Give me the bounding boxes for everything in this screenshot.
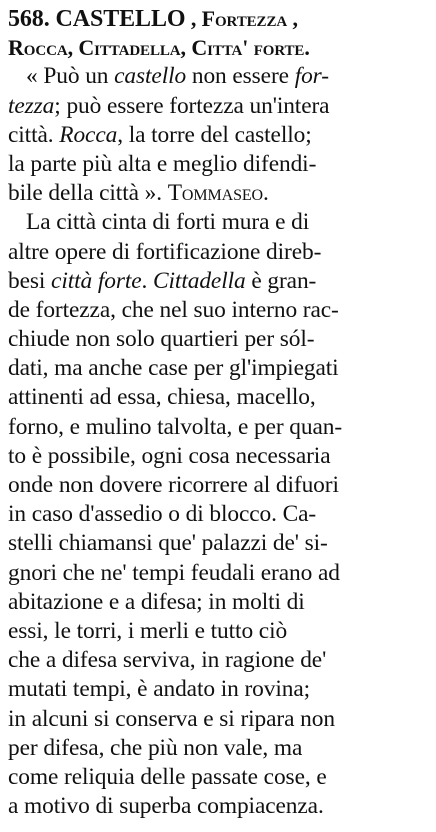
text-run: forno, e mulino talvolta, e per quan- xyxy=(8,413,343,440)
text-run: Cittadella xyxy=(78,35,181,61)
text-line xyxy=(8,442,428,471)
text-line xyxy=(8,413,428,442)
text-line xyxy=(8,267,428,296)
text-line xyxy=(8,471,428,500)
text-line xyxy=(8,296,428,325)
text-run: onde non dovere ricorrere al difuori xyxy=(8,472,339,498)
text-run: altre opere di fortificazione direb- xyxy=(8,238,322,265)
text-line xyxy=(8,150,428,179)
entry-heading xyxy=(8,4,428,62)
text-run: come reliquia delle passate cose, e xyxy=(8,763,327,790)
text-run: che a difesa serviva, in ragione de' xyxy=(8,647,327,674)
text-run: gnori che ne' tempi feudali erano ad xyxy=(8,559,340,586)
entry-body xyxy=(8,62,428,821)
text-line xyxy=(8,763,428,792)
text-run: Fortezza xyxy=(201,6,288,31)
text-run: castello xyxy=(114,63,187,90)
text-run: mutati tempi, è andato in rovina; xyxy=(8,676,311,703)
text-run: 568. xyxy=(8,6,56,32)
text-run: for- xyxy=(294,63,329,90)
text-run: . xyxy=(304,35,310,61)
text-line xyxy=(8,208,428,237)
text-run: città forte xyxy=(51,267,142,294)
text-line xyxy=(8,705,428,734)
text-run: non essere xyxy=(186,63,295,90)
text-run: , la torre del castello; xyxy=(117,121,312,148)
text-run: in alcuni si conserva e si ripara non xyxy=(8,705,335,732)
text-line xyxy=(8,325,428,354)
text-run: è gran- xyxy=(245,267,317,294)
text-line xyxy=(8,559,428,588)
text-run: chiude non solo quartieri per sól- xyxy=(8,326,315,353)
text-run: per difesa, che più non vale, ma xyxy=(8,734,303,761)
text-run: de fortezza, che nel suo interno rac- xyxy=(8,296,339,323)
text-run: « Può un xyxy=(26,63,115,90)
heading-line xyxy=(8,33,428,62)
text-line xyxy=(8,179,428,208)
text-line xyxy=(8,121,428,150)
text-run: in caso d'assedio o di blocco. Ca- xyxy=(8,501,317,528)
text-run: Citta' forte xyxy=(191,35,305,61)
text-run: abitazione e a difesa; in molti di xyxy=(8,588,305,615)
text-line xyxy=(8,354,428,383)
text-run: La città cinta di forti mura e di xyxy=(26,209,310,236)
text-line xyxy=(8,734,428,763)
text-run: , xyxy=(185,6,202,31)
text-run: , xyxy=(67,35,79,61)
text-run: ; può essere fortezza un'intera xyxy=(54,92,330,119)
text-line xyxy=(8,529,428,558)
text-line xyxy=(8,646,428,675)
text-run: Tommaseo xyxy=(167,180,264,207)
text-run: , xyxy=(180,35,192,61)
text-line xyxy=(8,675,428,704)
text-line xyxy=(8,792,428,821)
text-line xyxy=(8,383,428,412)
text-run: to è possibile, ogni cosa necessaria xyxy=(8,442,331,469)
dictionary-page xyxy=(8,4,428,821)
text-line xyxy=(8,238,428,267)
text-run: città. xyxy=(8,121,60,148)
text-line xyxy=(8,500,428,529)
text-run: . xyxy=(263,180,269,207)
text-run: bile della città ». xyxy=(8,180,168,207)
text-run: . xyxy=(141,267,154,294)
text-run: stelli chiamansi que' palazzi de' si- xyxy=(8,530,328,557)
text-run: , xyxy=(287,6,298,31)
text-run: essi, le torri, i merli e tutto ciò xyxy=(8,617,288,644)
text-run: a motivo di superba compiacenza. xyxy=(8,793,324,820)
text-run: attinenti ad essa, chiesa, macello, xyxy=(8,384,316,411)
heading-line xyxy=(8,4,428,33)
text-run: Rocca xyxy=(8,35,68,61)
text-run: CASTELLO xyxy=(55,6,186,32)
text-run: dati, ma anche case per gl'impiegati xyxy=(8,355,339,382)
text-run: Rocca xyxy=(59,121,118,148)
text-line xyxy=(8,92,428,121)
text-line xyxy=(8,588,428,617)
text-line xyxy=(8,617,428,646)
text-run: tezza xyxy=(8,92,55,119)
text-run: besi xyxy=(8,267,52,294)
text-run: Cittadella xyxy=(153,267,246,294)
text-line xyxy=(8,62,428,91)
text-run: la parte più alta e meglio difendi- xyxy=(8,150,317,177)
